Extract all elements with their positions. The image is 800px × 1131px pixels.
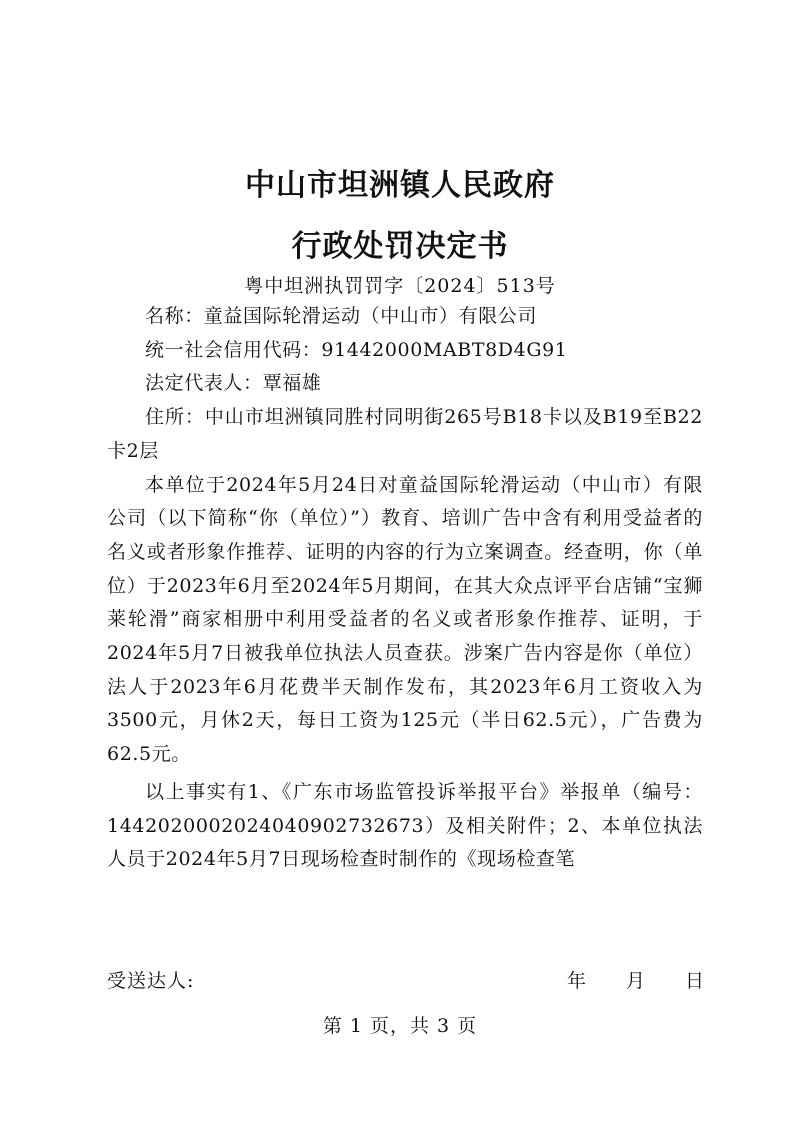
document-body [107,300,703,877]
month-label: 月 [625,970,645,992]
page-number: 第 1 页，共 3 页 [322,1015,478,1037]
credit-code: 统一社会信用代码：91442000MABT8D4G91 [145,338,568,361]
year-label: 年 [566,970,586,992]
doc-number: 粤中坦洲执罚罚字〔2024〕513号 [244,275,556,297]
address: 住所：中山市坦洲镇同胜村同明街265号B18卡以及B19至B22卡2层 [107,406,703,462]
date-fields [567,966,704,993]
doc-title: 行政处罚决定书 [291,229,509,264]
party-name: 名称：童益国际轮滑运动（中山市）有限公司 [145,305,538,327]
recipient-label: 受送达人: [107,970,195,992]
evidence-paragraph: 以上事实有1、《广东市场监管投诉举报平台》举报单（编号：1442020002024040902732673）及相关附件；2、本单位执法人员于2024年5月7日现场检查时制作的《现场检查笔 [107,780,703,871]
day-label: 日 [684,970,704,992]
facts-paragraph: 本单位于2024年5月24日对童益国际轮滑运动（中山市）有限公司（以下简称“你（单位）”）教育、培训广告中含有利用受益者的名义或者形象作推荐、证明的内容的行为立案调查。经查明，你（单位）于2023年6月至2024年5月期间，在其大众点评平台店铺“宝狮莱轮滑”商家相册中利用受益者的名义或者形象作推荐、证明，于2024年5月7日被我单位执法人员查获。涉案广告内容是你（单位）法人于2023年6月花费半天制作发布，其2023年6月工资收入为3500元，月休2天，每日工资为125元（半日62.5元），广告费为62.5元。 [107,473,703,766]
legal-representative: 法定代表人：覃福雄 [145,372,322,395]
org-title: 中山市坦洲镇人民政府 [245,168,555,203]
